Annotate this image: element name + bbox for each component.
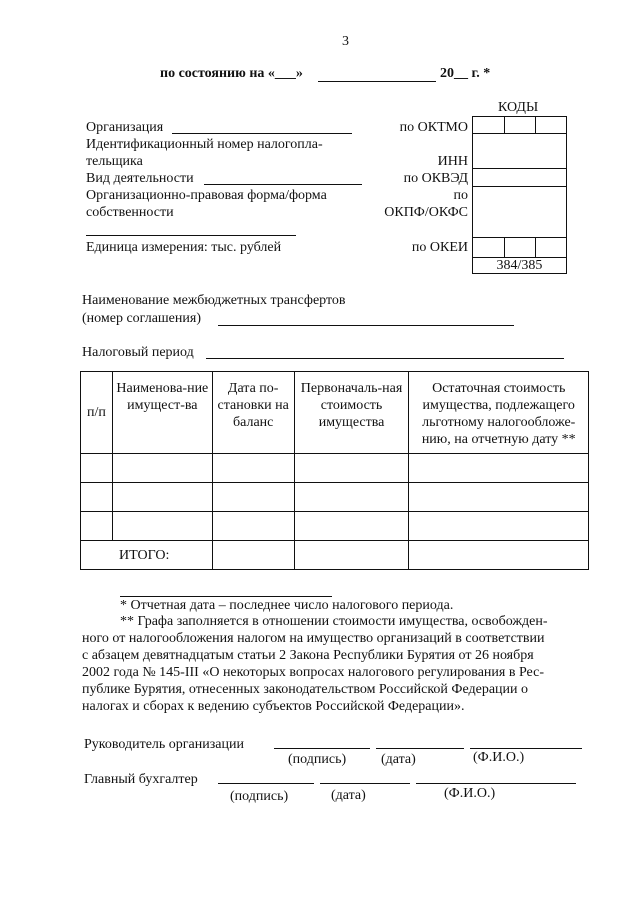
col-header-date: Дата по-становки на баланс [212,372,294,454]
transfers-label-line1: Наименование межбюджетных трансфертов [82,293,346,308]
col-header-number: п/п [81,372,113,454]
head-fio-field[interactable] [470,748,582,749]
head-signature-field[interactable] [274,748,370,749]
okved-label: по ОКВЭД [403,171,468,186]
transfers-label-line2: (номер соглашения) [82,311,201,326]
page-number: 3 [342,34,349,49]
accountant-signature-caption: (подпись) [230,789,289,804]
table-row [81,483,589,512]
head-fio-caption: (Ф.И.О.) [473,750,525,765]
col-header-initial-cost: Первоначаль-ная стоимость имущества [294,372,409,454]
codes-box [472,116,567,274]
footnote-2-line3: с абзацем девятнадцатым статьи 2 Закона Республики Бурятия от 26 ноября [82,648,534,663]
accountant-fio-field[interactable] [416,783,576,784]
legal-form-label-line2: собственности [86,205,174,220]
table-total-row [81,541,589,570]
table-row [81,512,589,541]
head-date-caption: (дата) [381,752,416,767]
col-header-name: Наименова-ние имущест-ва [112,372,212,454]
accountant-date-field[interactable] [320,783,410,784]
accountant-signature-field[interactable] [218,783,314,784]
footnote-2-line2: ного от налогообложения налогом на имущество организаций в соответствии [82,631,545,646]
okei-value: 384/385 [496,258,543,273]
codes-header: КОДЫ [498,100,539,115]
inn-label-line1: Идентификационный номер налогопла- [86,137,323,152]
oktmo-label: по ОКТМО [399,120,468,135]
footnote-1: * Отчетная дата – последнее число налогового периода. [120,598,454,613]
inn-code-label: ИНН [437,154,468,169]
head-label: Руководитель организации [84,737,244,752]
table-header-row [81,372,589,454]
property-table [80,371,589,570]
unit-label: Единица измерения: тыс. рублей [86,240,282,255]
chief-accountant-label: Главный бухгалтер [84,772,198,787]
head-date-field[interactable] [376,748,464,749]
tax-period-field[interactable] [206,358,564,359]
accountant-fio-caption: (Ф.И.О.) [444,786,496,801]
footnote-2-line1: ** Графа заполняется в отношении стоимости имущества, освобожден- [120,614,548,629]
as-of-date-line[interactable] [318,81,436,82]
okpf-label-1: по [453,188,468,203]
inn-label-line2: тельщика [86,154,143,169]
footnote-2-line5: публике Бурятия, отнесенных законодательством Российской Федерации о [82,682,529,697]
transfers-field[interactable] [218,325,514,326]
as-of-prefix: по состоянию на «___» [160,66,303,81]
head-signature-caption: (подпись) [288,752,347,767]
organization-label: Организация [86,120,164,135]
footnote-2-line4: 2002 года № 145-III «О некоторых вопросах налогового регулирования в Рес- [82,665,544,680]
as-of-year: 20__ г. * [440,66,491,81]
accountant-date-caption: (дата) [331,788,366,803]
total-label: ИТОГО: [81,541,213,570]
okpf-label-2: ОКПФ/ОКФС [384,205,468,220]
table-row [81,454,589,483]
legal-form-label-line1: Организационно-правовая форма/форма [86,188,327,203]
footnote-2-line6: налогах и сборах к ведению субъектов Российской Федерации». [82,699,465,714]
activity-label: Вид деятельности [86,171,194,186]
footnote-separator [120,596,332,597]
col-header-residual-cost: Остаточная стоимость имущества, подлежащего льготному налогообложе-нию, на отчетную дату ** [409,372,589,454]
organization-field[interactable] [172,133,352,134]
tax-period-label: Налоговый период [82,345,194,360]
activity-field[interactable] [204,184,362,185]
legal-form-field[interactable] [86,235,296,236]
okei-label: по ОКЕИ [411,240,468,255]
